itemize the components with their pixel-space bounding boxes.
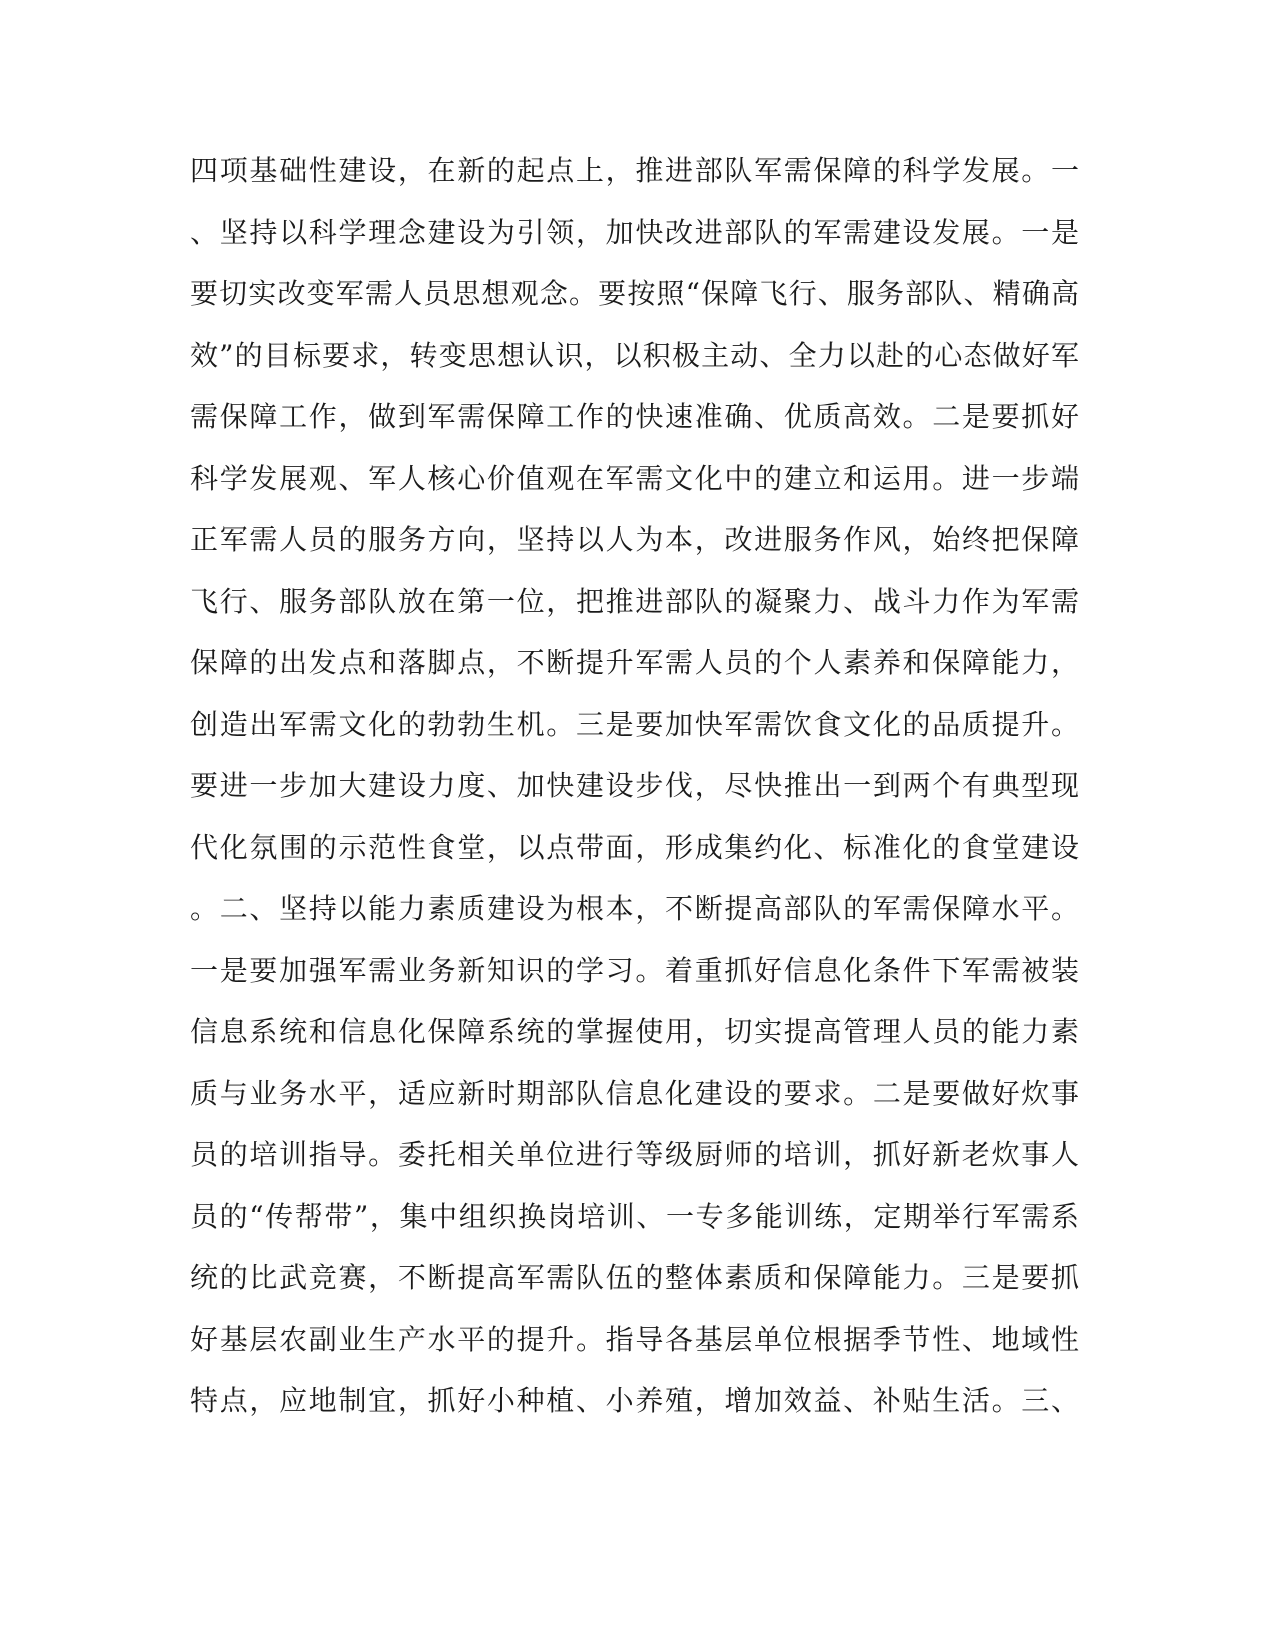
text-line: 要进一步加大建设力度、加快建设步伐，尽快推出一到两个有典型现 — [190, 769, 1080, 802]
text-line: 需保障工作，做到军需保障工作的快速准确、优质高效。二是要抓好 — [190, 400, 1080, 433]
text-line: 特点，应地制宜，抓好小种植、小养殖，增加效益、补贴生活。三、 — [190, 1384, 1080, 1417]
text-line: 统的比武竞赛，不断提高军需队伍的整体素质和保障能力。三是要抓 — [190, 1261, 1080, 1294]
text-line: 飞行、服务部队放在第一位，把推进部队的凝聚力、战斗力作为军需 — [190, 584, 1080, 618]
text-line: 、坚持以科学理念建设为引领，加快改进部队的军需建设发展。一是 — [190, 215, 1080, 249]
text-line: 保障的出发点和落脚点，不断提升军需人员的个人素养和保障能力， — [190, 646, 1080, 679]
text-line: 效”的目标要求，转变思想认识，以积极主动、全力以赴的心态做好军 — [190, 338, 1080, 372]
text-line: 要切实改变军需人员思想观念。要按照“保障飞行、服务部队、精确高 — [190, 277, 1080, 310]
text-line: 四项基础性建设，在新的起点上，推进部队军需保障的科学发展。一 — [190, 154, 1080, 187]
text-line: 代化氛围的示范性食堂，以点带面，形成集约化、标准化的食堂建设 — [190, 830, 1080, 864]
text-line: 员的“传帮带”，集中组织换岗培训、一专多能训练，定期举行军需系 — [190, 1199, 1080, 1233]
text-line: 。二、坚持以能力素质建设为根本，不断提高部队的军需保障水平。 — [190, 892, 1080, 925]
text-line: 质与业务水平，适应新时期部队信息化建设的要求。二是要做好炊事 — [190, 1076, 1080, 1110]
text-line: 一是要加强军需业务新知识的学习。着重抓好信息化条件下军需被装 — [190, 953, 1080, 987]
body-text — [190, 140, 1080, 1432]
text-line: 正军需人员的服务方向，坚持以人为本，改进服务作风，始终把保障 — [190, 523, 1080, 556]
text-line: 科学发展观、军人核心价值观在军需文化中的建立和运用。进一步端 — [190, 461, 1080, 495]
text-line: 好基层农副业生产水平的提升。指导各基层单位根据季节性、地域性 — [190, 1322, 1080, 1356]
text-line: 员的培训指导。委托相关单位进行等级厨师的培训，抓好新老炊事人 — [190, 1138, 1080, 1171]
text-line: 信息系统和信息化保障系统的掌握使用，切实提高管理人员的能力素 — [190, 1015, 1080, 1048]
text-line: 创造出军需文化的勃勃生机。三是要加快军需饮食文化的品质提升。 — [190, 707, 1080, 741]
